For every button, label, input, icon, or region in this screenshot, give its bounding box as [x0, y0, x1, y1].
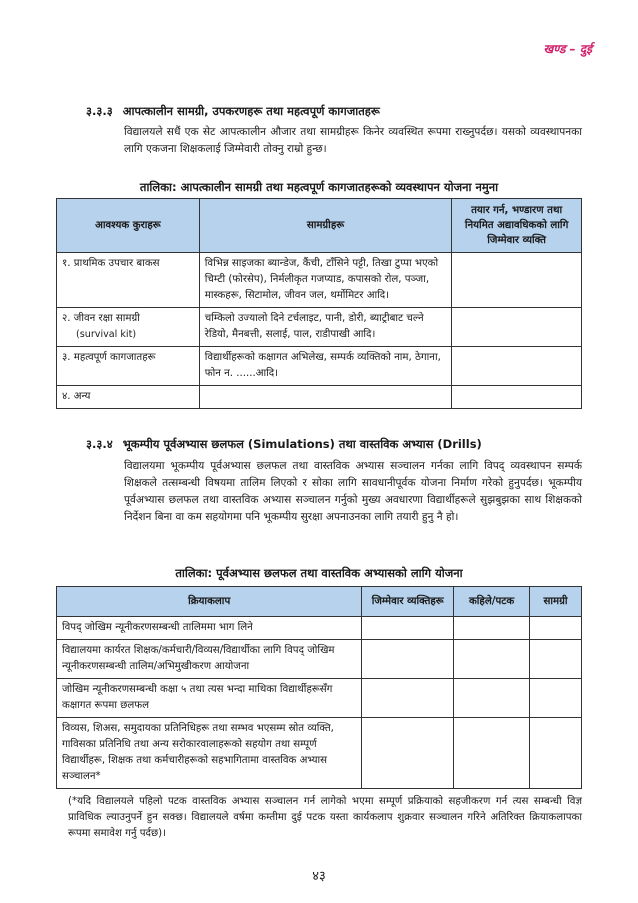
table-row — [57, 679, 582, 718]
table-cell-person — [452, 308, 582, 347]
table-row — [57, 617, 582, 640]
table-cell-item: ३. महत्वपूर्ण कागजातहरू — [57, 347, 200, 386]
table1-header-responsible: तयार गर्न, भण्डारण तथा नियमित अद्यावधिकको लागि जिम्मेवार व्यक्ति — [452, 199, 582, 253]
table-cell-empty — [530, 617, 582, 640]
table-cell-activity: विपद् जोखिम न्यूनीकरणसम्बन्धी तालिममा भाग लिने — [57, 617, 362, 640]
table-cell-item: २. जीवन रक्षा सामग्री (survival kit) — [57, 308, 200, 347]
table-row — [57, 718, 582, 789]
table-cell-item: ४. अन्य — [57, 386, 200, 409]
table1-header-items: आवश्यक कुराहरू — [57, 199, 200, 253]
table-cell-activity: विव्यस, शिअस, समुदायका प्रतिनिधिहरू तथा सम्भव भएसम्म स्रोत व्यक्ति, गाविसका प्रतिनिधि तथा अन्य सरोकारवालाहरूको सहयोग तथा सम्पूर्ण विद्यार्थीहरू, शिक्षक तथा कर्मचारीहरूको सहभागितामा वास्तविक अभ्यास सञ्चालन* — [57, 718, 362, 789]
section-3-3-3-paragraph: विद्यालयले सधैं एक सेट आपत्कालीन औजार तथा सामग्रीहरू किनेर व्यवस्थित रूपमा राख्नुपर्दछ। यसको व्यवस्थापनका लागि एकजना शिक्षकलाई जिम्मेवारी तोक्नु राम्रो हुन्छ। — [124, 126, 582, 155]
table-cell-empty — [362, 617, 454, 640]
table1-title: तालिका: आपत्कालीन सामग्री तथा महत्वपूर्ण कागजातहरूको व्यवस्थापन योजना नमुना — [139, 180, 499, 194]
table-cell-person — [452, 347, 582, 386]
table-cell-materials: विद्यार्थीहरूको कक्षागत अभिलेख, सम्पर्क व्यक्तिको नाम, ठेगाना, फोन न. ......आदि। — [199, 347, 451, 386]
table-row — [57, 386, 582, 409]
table-cell-subtext: (survival kit) — [76, 329, 137, 340]
table-cell-item: १. प्राथमिक उपचार बाकस — [57, 253, 200, 308]
emergency-materials-table — [56, 198, 582, 409]
table-cell-empty — [454, 679, 530, 718]
table-cell-activity: विद्यालयमा कार्यरत शिक्षक/कर्मचारी/विव्यस/विद्यार्थीका लागि विपद् जोखिम न्यूनीकरणसम्बन्धी तालिम/अभिमुखीकरण आयोजना — [57, 640, 362, 679]
table2-title: तालिका: पूर्वअभ्यास छलफल तथा वास्तविक अभ्यासको लागि योजना — [175, 566, 463, 580]
table-row — [57, 347, 582, 386]
table-cell-activity: जोखिम न्यूनीकरणसम्बन्धी कक्षा ५ तथा त्यस भन्दा माथिका विद्यार्थीहरूसँग कक्षागत रूपमा छलफल — [57, 679, 362, 718]
table2-header-responsible: जिम्मेवार व्यक्तिहरू — [362, 587, 454, 617]
table-cell-materials: विभिन्न साइजका ब्यान्डेज, कैंची, टाँसिने पट्टी, तिखा टुप्पा भएको चिम्टी (फोरसेप), निर्मलीकृत गजप्याड, कपासको रोल, पञ्जा, मास्कहरू, सिटामोल, जीवन जल, थर्मोमिटर आदि। — [199, 253, 451, 308]
table-cell-empty — [362, 640, 454, 679]
table-cell-person — [452, 386, 582, 409]
table2-header-when: कहिले/पटक — [454, 587, 530, 617]
table2-header-materials: सामग्री — [530, 587, 582, 617]
section-3-3-4-paragraph: विद्यालयमा भूकम्पीय पूर्वअभ्यास छलफल तथा वास्तविक अभ्यास सञ्चालन गर्नका लागि विपद् व्यवस्थापन सम्पर्क शिक्षकले तत्सम्बन्धी विषयमा तालिम लिएको र सोका लागि सावधानीपूर्वक योजना निर्माण गरेको हुनुपर्दछ। भूकम्पीय पूर्वअभ्यास छलफल तथा वास्तविक अभ्यास सञ्चालन गर्नुको मुख्य अवधारणा विद्यार्थीहरूले सुझबुझका साथ शिक्षकको निर्देशन बिना वा कम सहयोगमा पनि भूकम्पीय सुरक्षा अपनाउनका लागि तयारी हुनु नै हो। — [124, 460, 582, 523]
table-cell-empty — [530, 679, 582, 718]
table-cell-person — [452, 253, 582, 308]
table2-header-activity: क्रियाकलाप — [57, 587, 362, 617]
table-cell-empty — [454, 640, 530, 679]
page-number: ४३ — [312, 869, 326, 884]
table-cell-empty — [454, 617, 530, 640]
table-row — [57, 308, 582, 347]
section-3-3-3-heading — [86, 104, 380, 119]
table-cell-materials — [199, 386, 451, 409]
section-header-label: खण्ड – दुई — [543, 42, 592, 56]
drill-plan-table — [56, 586, 582, 789]
table-cell-empty — [362, 718, 454, 789]
section-number: ३.३.४ — [86, 437, 113, 451]
section-title: भूकम्पीय पूर्वअभ्यास छलफल (Simulations) तथा वास्तविक अभ्यास (Drills) — [122, 437, 482, 451]
table-cell-empty — [530, 640, 582, 679]
section-title: आपत्कालीन सामग्री, उपकरणहरू तथा महत्वपूर्ण कागजातहरू — [122, 104, 380, 118]
table-row — [57, 640, 582, 679]
section-number: ३.३.३ — [86, 104, 113, 118]
table-cell-empty — [454, 718, 530, 789]
table-row — [57, 253, 582, 308]
table1-header-materials: सामग्रीहरू — [199, 199, 451, 253]
section-3-3-4-heading — [86, 437, 482, 452]
table-cell-empty — [362, 679, 454, 718]
table-cell-empty — [530, 718, 582, 789]
footnote: (*यदि विद्यालयले पहिलो पटक वास्तविक अभ्यास सञ्चालन गर्न लागेको भएमा सम्पूर्ण प्रक्रियाको सहजीकरण गर्न त्यस सम्बन्धी विज्ञ प्राविधिक ल्याउनुपर्ने हुन सक्छ। विद्यालयले वर्षमा कम्तीमा दुई पटक यस्ता कार्यकलाप शुक्रवार सञ्चालन गरिने अतिरिक्त क्रियाकलापका रूपमा समावेश गर्नु पर्दछ)। — [68, 796, 582, 839]
table-cell-materials: चम्किलो उज्यालो दिने टर्चलाइट, पानी, डोरी, ब्याट्रीबाट चल्ने रेडियो, मैनबत्ती, सलाई, पाल, राडीपाखी आदि। — [199, 308, 451, 347]
